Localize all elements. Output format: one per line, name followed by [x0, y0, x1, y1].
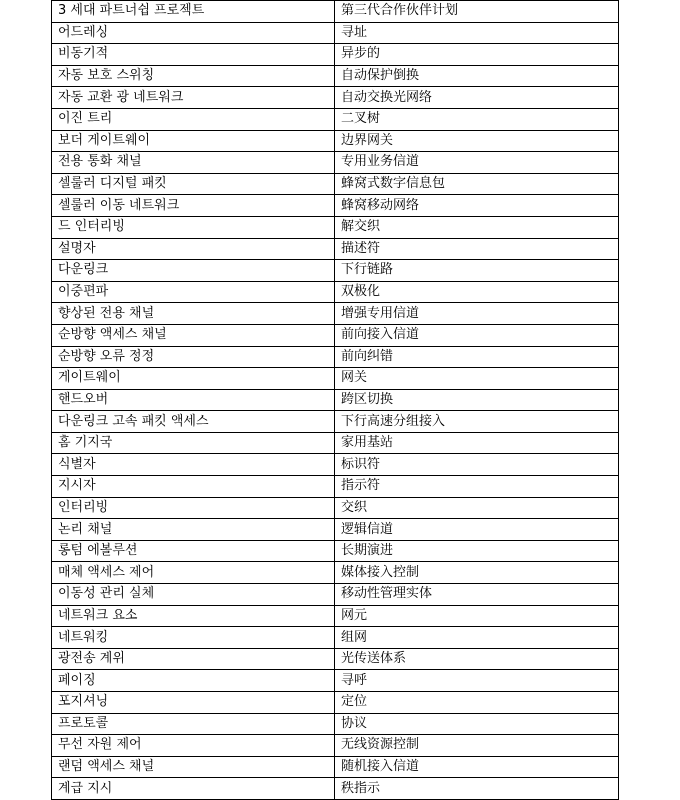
korean-term-cell: 광전송 계위	[52, 648, 335, 670]
chinese-term-cell: 协议	[335, 713, 619, 735]
korean-term-cell: 랜덤 액세스 채널	[52, 756, 335, 778]
korean-term-cell: 3 세대 파트너쉽 프로젝트	[52, 1, 335, 23]
korean-term-cell: 계급 지시	[52, 778, 335, 800]
chinese-term-cell: 第三代合作伙伴计划	[335, 1, 619, 23]
table-row	[52, 44, 619, 66]
chinese-term-cell: 自动保护倒换	[335, 65, 619, 87]
korean-term-cell: 순방향 액세스 채널	[52, 324, 335, 346]
korean-term-cell: 자동 보호 스위칭	[52, 65, 335, 87]
chinese-term-cell: 家用基站	[335, 432, 619, 454]
table-row	[52, 778, 619, 800]
chinese-term-cell: 边界网关	[335, 130, 619, 152]
chinese-term-cell: 蜂窝移动网络	[335, 195, 619, 217]
korean-term-cell: 이중편파	[52, 281, 335, 303]
korean-term-cell: 프로토콜	[52, 713, 335, 735]
table-row	[52, 605, 619, 627]
table-row	[52, 216, 619, 238]
table-row	[52, 584, 619, 606]
chinese-term-cell: 媒体接入控制	[335, 562, 619, 584]
table-row	[52, 389, 619, 411]
korean-term-cell: 네트워크 요소	[52, 605, 335, 627]
chinese-term-cell: 跨区切换	[335, 389, 619, 411]
chinese-term-cell: 网关	[335, 368, 619, 390]
chinese-term-cell: 自动交换光网络	[335, 87, 619, 109]
chinese-term-cell: 寻呼	[335, 670, 619, 692]
table-row	[52, 130, 619, 152]
korean-term-cell: 이동성 관리 실체	[52, 584, 335, 606]
korean-term-cell: 이진 트리	[52, 108, 335, 130]
table-row	[52, 324, 619, 346]
table-row	[52, 195, 619, 217]
korean-term-cell: 핸드오버	[52, 389, 335, 411]
chinese-term-cell: 专用业务信道	[335, 152, 619, 174]
table-row	[52, 648, 619, 670]
table-row	[52, 281, 619, 303]
korean-term-cell: 인터리빙	[52, 497, 335, 519]
table-row	[52, 476, 619, 498]
chinese-term-cell: 光传送体系	[335, 648, 619, 670]
table-row	[52, 562, 619, 584]
chinese-term-cell: 前向接入信道	[335, 324, 619, 346]
korean-term-cell: 게이트웨이	[52, 368, 335, 390]
chinese-term-cell: 二叉树	[335, 108, 619, 130]
korean-term-cell: 매체 액세스 제어	[52, 562, 335, 584]
table-row	[52, 22, 619, 44]
korean-term-cell: 자동 교환 광 네트워크	[52, 87, 335, 109]
table-row	[52, 627, 619, 649]
chinese-term-cell: 下行高速分组接入	[335, 411, 619, 433]
table-row	[52, 346, 619, 368]
chinese-term-cell: 下行链路	[335, 260, 619, 282]
korean-term-cell: 셀룰러 이동 네트워크	[52, 195, 335, 217]
table-row	[52, 756, 619, 778]
korean-term-cell: 무선 자원 제어	[52, 735, 335, 757]
korean-term-cell: 다운링크 고속 패킷 액세스	[52, 411, 335, 433]
korean-term-cell: 보더 게이트웨이	[52, 130, 335, 152]
table-row	[52, 152, 619, 174]
chinese-term-cell: 寻址	[335, 22, 619, 44]
korean-term-cell: 전용 통화 채널	[52, 152, 335, 174]
korean-term-cell: 비동기적	[52, 44, 335, 66]
table-header-row	[52, 1, 619, 23]
korean-term-cell: 순방향 오류 정정	[52, 346, 335, 368]
korean-term-cell: 논리 채널	[52, 519, 335, 541]
chinese-term-cell: 标识符	[335, 454, 619, 476]
chinese-term-cell: 异步的	[335, 44, 619, 66]
chinese-term-cell: 增强专用信道	[335, 303, 619, 325]
table-row	[52, 65, 619, 87]
chinese-term-cell: 前向纠错	[335, 346, 619, 368]
table-row	[52, 519, 619, 541]
chinese-term-cell: 无线资源控制	[335, 735, 619, 757]
chinese-term-cell: 网元	[335, 605, 619, 627]
table-row	[52, 670, 619, 692]
table-row	[52, 454, 619, 476]
korean-term-cell: 페이징	[52, 670, 335, 692]
chinese-term-cell: 交织	[335, 497, 619, 519]
chinese-term-cell: 指示符	[335, 476, 619, 498]
table-row	[52, 432, 619, 454]
table-row	[52, 238, 619, 260]
table-row	[52, 173, 619, 195]
korean-term-cell: 롱텀 에볼루션	[52, 540, 335, 562]
korean-term-cell: 지시자	[52, 476, 335, 498]
chinese-term-cell: 定位	[335, 692, 619, 714]
chinese-term-cell: 描述符	[335, 238, 619, 260]
table-row	[52, 411, 619, 433]
chinese-term-cell: 蜂窝式数字信息包	[335, 173, 619, 195]
table-row	[52, 108, 619, 130]
table-row	[52, 368, 619, 390]
korean-term-cell: 셀룰러 디지털 패킷	[52, 173, 335, 195]
table-row	[52, 303, 619, 325]
korean-term-cell: 향상된 전용 채널	[52, 303, 335, 325]
chinese-term-cell: 逻辑信道	[335, 519, 619, 541]
glossary-body	[52, 1, 619, 800]
table-row	[52, 692, 619, 714]
chinese-term-cell: 解交织	[335, 216, 619, 238]
glossary-table	[51, 0, 619, 800]
korean-term-cell: 네트워킹	[52, 627, 335, 649]
glossary-sheet	[51, 0, 619, 800]
chinese-term-cell: 移动性管理实体	[335, 584, 619, 606]
korean-term-cell: 홈 기지국	[52, 432, 335, 454]
chinese-term-cell: 长期演进	[335, 540, 619, 562]
table-row	[52, 713, 619, 735]
chinese-term-cell: 组网	[335, 627, 619, 649]
korean-term-cell: 포지셔닝	[52, 692, 335, 714]
korean-term-cell: 식별자	[52, 454, 335, 476]
table-row	[52, 735, 619, 757]
table-row	[52, 497, 619, 519]
chinese-term-cell: 随机接入信道	[335, 756, 619, 778]
chinese-term-cell: 秩指示	[335, 778, 619, 800]
korean-term-cell: 어드레싱	[52, 22, 335, 44]
chinese-term-cell: 双极化	[335, 281, 619, 303]
korean-term-cell: 드 인터리빙	[52, 216, 335, 238]
table-row	[52, 540, 619, 562]
table-row	[52, 260, 619, 282]
korean-term-cell: 설명자	[52, 238, 335, 260]
korean-term-cell: 다운링크	[52, 260, 335, 282]
table-row	[52, 87, 619, 109]
